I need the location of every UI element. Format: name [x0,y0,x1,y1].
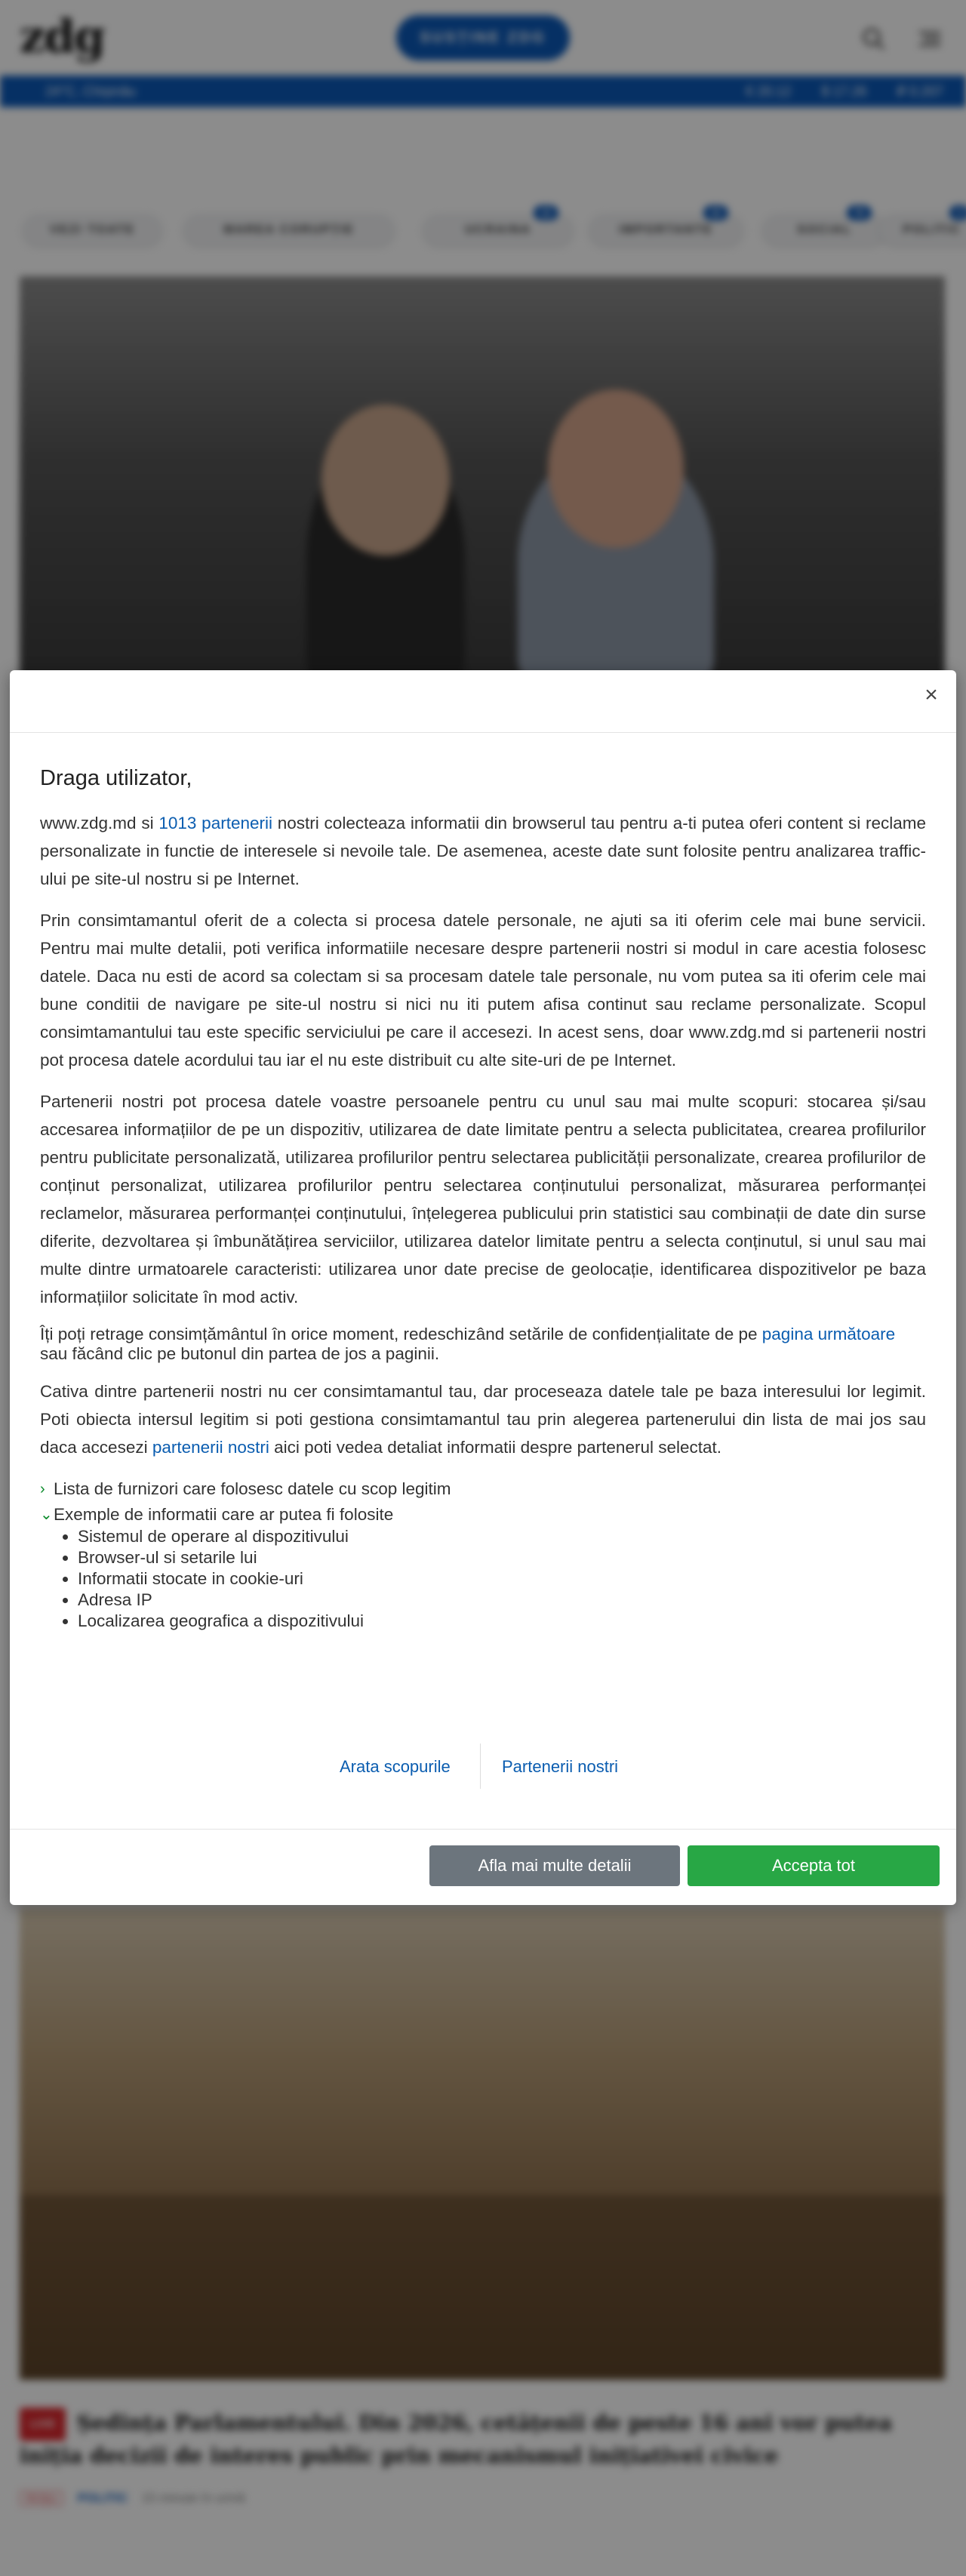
legitimate-vendors-toggle[interactable]: › Lista de furnizori care folosesc datele cu scop legitim [40,1475,926,1503]
article-headline[interactable]: Ședința Parlamentului. Din 2026, cetățenii de peste 16 ani vor putea iniția decizii de interes public prin mecanismul inițiativei civice [20,2410,893,2468]
list-item: • Sistemul de operare al dispozitivului [78,1526,926,1547]
consent-paragraph-3: Partenerii nostri pot procesa datele voastre persoanele pentru cu unul sau mai multe scopuri: stocarea și/sau accesarea informațiilor de pe un dispozitiv, utilizarea de date limitate pentru a selecta publicitatea, crearea profilurilor pentru publicitate personalizată, utilizarea profilurilor pentru selectarea publicității personalizate, crearea profilurilor de conținut personalizat, utilizarea profilurilor pentru selectarea conținutului personalizat, măsurarea performanței reclamelor, măsurarea performanței conținutului, înțelegerea publicului prin statistici sau combinații de date din surse diferite, dezvoltarea și îmbunătățirea serviciilor, utilizarea datelor limitate pentru a selecta conținutul, si unul sau mai multe dintre urmatoarele caracteristi: utilizarea unor date precise de geolocație, identificarea dispozitivelor pe baza informațiilor solicitate în mod activ. [40,1092,926,1306]
consent-content [40,765,926,1632]
category-all[interactable]: VEZI TOATE [23,214,162,246]
meta-badge: ROȘU [20,2491,63,2506]
greeting-heading: Draga utilizator, [40,766,192,790]
count-badge: 4 [949,205,966,220]
weather-text: 24°C, Chișinău [45,84,137,99]
consent-modal [10,670,956,1905]
category-important[interactable]: IMPORTANTE 15 [589,214,743,246]
consent-paragraph-1: www.zdg.md si 1013 partenerii nostri colecteaza informatii din browserul tau pentru a-ti putea oferi content si reclame personalizate in functie de interesele si nevoile tale. De asemenea, aceste date sunt folosite pentru analizarea traffic-ului pe site-ul nostru si pe Internet. [40,814,926,888]
rate-rub: ₽ 0.207 [897,84,943,99]
our-partners-inline-link[interactable]: partenerii nostri [152,1438,269,1457]
list-item: • Localizarea geografica a dispozitivului [78,1611,926,1632]
chevron-right-icon: › [40,1481,45,1497]
examples-toggle[interactable]: ⌄ Exemple de informatii care ar putea fi folosite [40,1503,926,1526]
category-politic[interactable]: POLITIC 4 [879,214,966,246]
show-purposes-link[interactable]: Arata scopurile [340,1757,451,1776]
meta-category[interactable]: POLITIC [77,2491,128,2505]
divider [480,1743,481,1789]
meta-time: 15 minute în urmă [141,2491,245,2505]
category-social[interactable]: SOCIAL 75 [762,214,887,246]
accept-all-button[interactable]: Accepta tot [688,1845,940,1886]
rate-usd: $ 17.26 [821,84,867,99]
live-badge: LIVE [20,2408,66,2441]
partners-count-link[interactable]: 1013 partenerii [158,814,272,833]
consent-paragraph-2: Prin consimtamantul oferit de a colecta si procesa datele personale, ne ajuti sa iti oferim cele mai bune servicii. Pentru mai multe detalii, poti verifica informatiile necesare despre partenerii nostri si modul in care acestia folosesc datele. Daca nu esti de acord sa colectam si sa procesam datele tale personale, nu vom putea sa iti oferim cele mai bune conditii de navigare pe site-ul nostru si nici nu iti putem afisa continut sau reclame personalizate. Scopul consimtamantului tau este specific serviciului pe care il accesezi. In acest sens, doar www.zdg.md si partenerii nostri pot procesa datele acordului tau iar el nu este distribuit cu alte site-uri de pe Internet. [40,911,926,1069]
count-badge: 75 [847,205,872,220]
site-logo[interactable]: zdg [20,11,104,63]
close-icon[interactable]: × [924,682,938,707]
consent-paragraph-5: Cativa dintre partenerii nostri nu cer consimtamantul tau, dar proceseaza datele tale pe baza interesului lor legimit. Poti obiecta intersul legitim si poti gestiona consimtamantul tau prin alegerea partenerului din lista de mai jos sau daca accesezi partenerii nostri aici poti vedea detaliat informatii despre partenerul selectat. [40,1382,926,1457]
modal-links-row [10,1743,956,1789]
count-badge: 13 [534,205,558,220]
category-ukraine[interactable]: UCRAINA 13 [423,214,574,246]
divider [10,1829,956,1830]
list-item: • Browser-ul si setarile lui [78,1547,926,1568]
chevron-down-icon: ⌄ [40,1507,53,1523]
divider [10,732,956,733]
count-badge: 15 [703,205,728,220]
examples-list [40,1526,926,1632]
category-corruption[interactable]: MAREA CORUPȚIE [183,214,395,246]
support-button[interactable]: SUSȚINE ZDG [396,15,570,60]
list-item: • Adresa IP [78,1590,926,1611]
list-item: • Informatii stocate in cookie-uri [78,1568,926,1590]
learn-more-button[interactable]: Afla mai multe detalii [429,1845,680,1886]
consent-paragraph-4: Îți poți retrage consimțământul în orice moment, redeschizând setările de confidențialitate de pe pagina următoare sau făcând clic pe butonul din partea de jos a paginii. [40,1325,896,1363]
our-partners-link[interactable]: Partenerii nostri [502,1757,619,1776]
next-page-link[interactable]: pagina următoare [761,1325,896,1343]
rate-eur: € 20.12 [746,84,792,99]
